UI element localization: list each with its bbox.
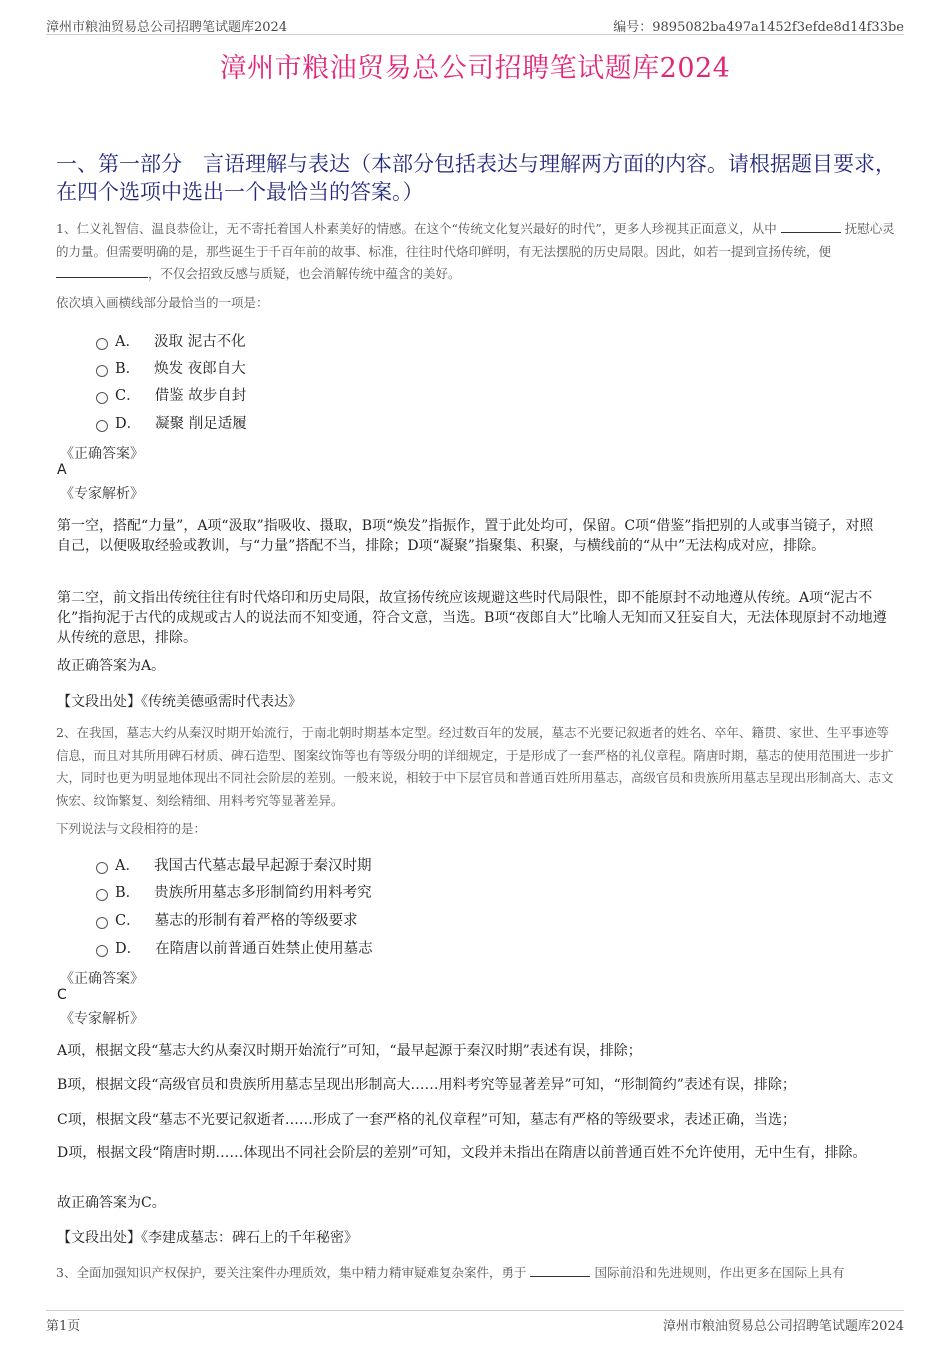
source-citation: 【文段出处】《传统美德亟需时代表达》	[57, 694, 302, 710]
q1-option-a[interactable]: A． 汲取 泥古不化	[96, 330, 246, 352]
page-header	[46, 14, 904, 35]
header-doc-id: 编号：9895082ba497a1452f3efde8d14f33be	[613, 20, 904, 35]
q2-option-c[interactable]: C． 墓志的形制有着严格的等级要求	[96, 909, 358, 931]
q2-option-a[interactable]: A． 我国古代墓志最早起源于秦汉时期	[96, 854, 371, 876]
radio-icon[interactable]	[96, 862, 108, 874]
page-number: 第1页	[46, 1319, 81, 1334]
source-citation: 【文段出处】《李建成墓志：碑石上的千年秘密》	[57, 1230, 358, 1246]
analysis-paragraph: B项，根据文段“高级官员和贵族所用墓志呈现出形制高大……用料考究等显著差异”可知，“形制简约”表述有误，排除；	[57, 1077, 796, 1093]
answer-label: 《正确答案》	[60, 446, 144, 462]
q1-stem: 1、仁义礼智信、温良恭俭让，无不寄托着国人朴素美好的情感。在这个“传统文化复兴最好的时代”，更多人珍视其正面意义，从中 抚慰心灵的力量。但需要明确的是，那些诞生于千百年前的故事、标准，往往时代烙印鲜明，有无法摆脱的历史局限。因此，如若一提到宣扬传统，便 ，不仅会招致反感与质疑，也会消解传统中蕴含的美好。	[56, 221, 895, 281]
radio-icon[interactable]	[96, 365, 108, 377]
radio-icon[interactable]	[96, 338, 108, 350]
analysis-paragraph: 第二空，前文指出传统往往有时代烙印和历史局限，故宣扬传统应该规避这些时代局限性，即不能原封不动地遵从传统。A项“泥古不化”指拘泥于古代的成规或古人的说法而不知变通，符合文意，当选。B项“夜郎自大”比喻人无知而又狂妄自大，无法体现原封不动地遵从传统的意思，排除。	[57, 590, 887, 646]
header-doc-title: 漳州市粮油贸易总公司招聘笔试题库2024	[46, 20, 288, 35]
q2-stem: 2、在我国，墓志大约从秦汉时期开始流行，于南北朝时期基本定型。经过数百年的发展，墓志不光要记叙逝者的姓名、卒年、籍贯、家世、生平事迹等信息，而且对其所用碑石材质、碑石造型、图案纹饰等也有等级分明的详细规定，于是形成了一套严格的礼仪章程。隋唐时期，墓志的使用范围进一步扩大，同时也更为明显地体现出不同社会阶层的差别。一般来说，相较于中下层官员和普通百姓所用墓志，高级官员和贵族所用墓志呈现出形制高大、志文恢宏、纹饰繁复、刻绘精细、用料考究等显著差异。	[56, 725, 894, 808]
q1-option-d[interactable]: D． 凝聚 削足适履	[96, 412, 247, 434]
analysis-paragraph: D项，根据文段“隋唐时期……体现出不同社会阶层的差别”可知，文段并未指出在隋唐以前普通百姓不允许使用，无中生有，排除。	[57, 1145, 867, 1161]
q2-option-d[interactable]: D． 在隋唐以前普通百姓禁止使用墓志	[96, 937, 373, 959]
answer-value: C	[57, 987, 67, 1003]
radio-icon[interactable]	[96, 889, 108, 901]
q1-prompt: 依次填入画横线部分最恰当的一项是：	[56, 295, 269, 310]
fill-blank	[781, 220, 841, 233]
q1-option-b[interactable]: B． 焕发 夜郎自大	[96, 357, 246, 379]
radio-icon[interactable]	[96, 945, 108, 957]
radio-icon[interactable]	[96, 917, 108, 929]
analysis-label: 《专家解析》	[60, 1011, 144, 1027]
analysis-paragraph: A项，根据文段“墓志大约从秦汉时期开始流行”可知，“最早起源于秦汉时期”表述有误，排除；	[57, 1043, 642, 1059]
analysis-conclusion: 故正确答案为A。	[57, 658, 166, 674]
q2-option-b[interactable]: B． 贵族所用墓志多形制简约用料考究	[96, 881, 372, 903]
radio-icon[interactable]	[96, 392, 108, 404]
analysis-conclusion: 故正确答案为C。	[57, 1195, 166, 1211]
page-footer	[46, 1310, 904, 1335]
fill-blank	[56, 265, 148, 278]
q3-stem: 3、全面加强知识产权保护，要关注案件办理质效，集中精力精审疑难复杂案件，勇于 国际前沿和先进规则，作出更多在国际上具有	[56, 1265, 845, 1280]
page-title: 漳州市粮油贸易总公司招聘笔试题库2024	[219, 53, 731, 84]
analysis-paragraph: C项，根据文段“墓志不光要记叙逝者……形成了一套严格的礼仪章程”可知，墓志有严格的等级要求，表述正确，当选；	[57, 1112, 797, 1128]
q1-option-c[interactable]: C． 借鉴 故步自封	[96, 384, 246, 406]
analysis-label: 《专家解析》	[60, 486, 144, 502]
section-heading: 一、第一部分 言语理解与表达（本部分包括表达与理解两方面的内容。请根据题目要求，在四个选项中选出一个最恰当的答案。）	[56, 152, 896, 204]
answer-value: A	[57, 462, 67, 478]
answer-label: 《正确答案》	[60, 971, 144, 987]
q2-prompt: 下列说法与文段相符的是：	[56, 821, 207, 836]
analysis-paragraph: 第一空，搭配“力量”，A项“汲取”指吸收、摄取，B项“焕发”指振作，置于此处均可，保留。C项“借鉴”指把别的人或事当镜子，对照自己，以便吸取经验或教训，与“力量”搭配不当，排除；D项“凝聚”指聚集、积聚，与横线前的“从中”无法构成对应，排除。	[57, 518, 874, 554]
radio-icon[interactable]	[96, 420, 108, 432]
fill-blank	[530, 1264, 590, 1277]
footer-doc-title: 漳州市粮油贸易总公司招聘笔试题库2024	[662, 1319, 904, 1334]
